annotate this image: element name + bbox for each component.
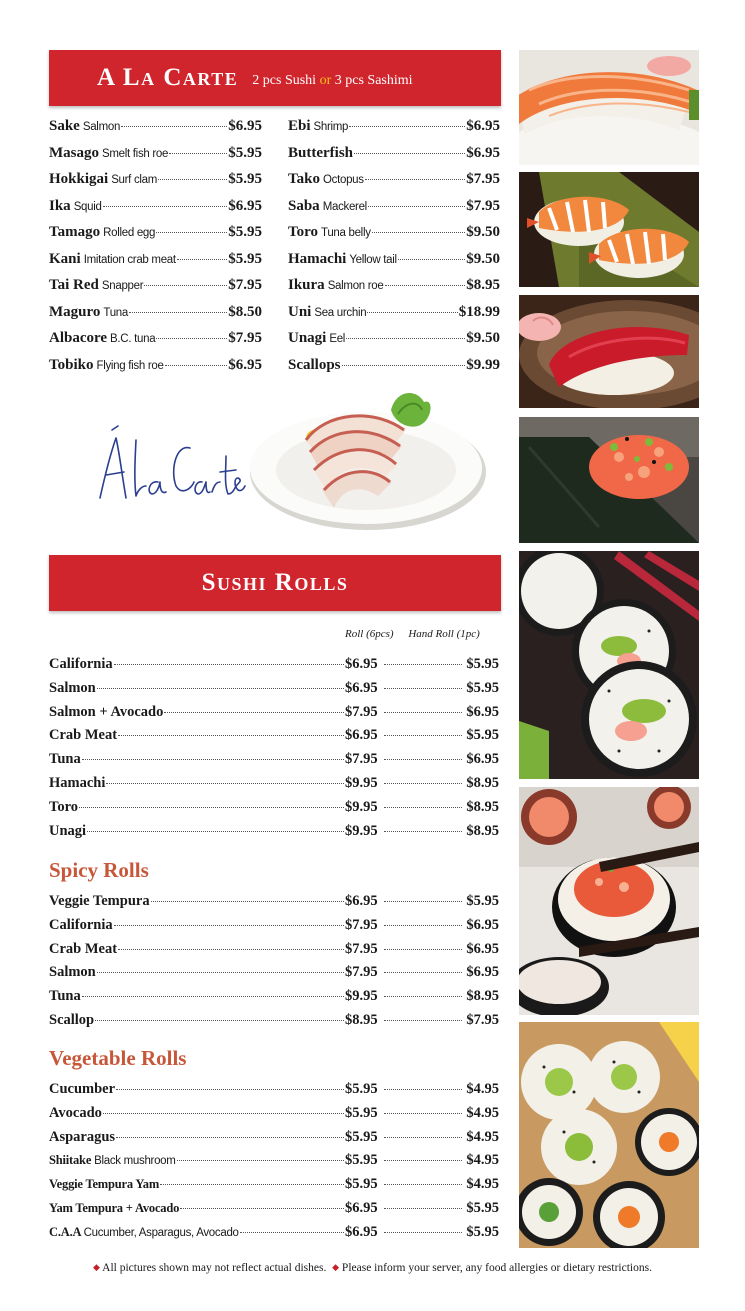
dotted-leader: [384, 664, 462, 665]
item-name: Maguro: [49, 303, 101, 320]
item-price: $8.50: [228, 303, 262, 320]
menu-item-row: [288, 224, 500, 251]
item-name: Uni: [288, 303, 312, 320]
item-price: $6.95: [228, 356, 262, 373]
subtitle-sushi: 2 pcs Sushi: [252, 73, 317, 88]
dotted-leader: [116, 1137, 344, 1138]
dotted-leader: [97, 972, 344, 973]
item-description: Snapper: [101, 280, 144, 292]
dotted-leader: [384, 807, 462, 808]
menu-item-row: [288, 145, 500, 172]
roll-price: $9.95: [345, 822, 378, 839]
menu-item-row: [288, 118, 500, 145]
item-description: Salmon roe: [327, 280, 384, 292]
dotted-leader: [82, 996, 344, 997]
dotted-leader: [114, 664, 344, 665]
hand-roll-price: $8.95: [466, 988, 499, 1005]
roll-price: $5.95: [345, 1152, 378, 1169]
roll-price: $6.95: [345, 1199, 378, 1216]
item-description: Surf clam: [111, 174, 158, 186]
item-name: Tai Red: [49, 277, 99, 293]
dotted-leader: [384, 1137, 462, 1138]
dotted-leader: [240, 1232, 344, 1233]
item-description: Smelt fish roe: [102, 147, 169, 160]
dotted-leader: [372, 232, 466, 233]
dotted-leader: [180, 1208, 344, 1209]
roll-price: $8.95: [345, 1011, 378, 1028]
roll-name-text: Salmon + Avocado: [49, 703, 164, 720]
item-price: $18.99: [458, 303, 500, 320]
roll-item-row: [49, 1129, 499, 1153]
maguro-tuna-nigiri-photo: [519, 295, 699, 408]
roll-item-row: [49, 1152, 499, 1176]
roll-name: [49, 680, 96, 697]
a-la-carte-left-column: [49, 118, 262, 383]
roll-price: $5.95: [345, 1081, 378, 1097]
roll-price: $7.95: [345, 964, 378, 981]
roll-item-row: [49, 1105, 499, 1129]
salmon-nigiri-photo: [519, 50, 699, 165]
dotted-leader: [106, 783, 344, 784]
item-description: Sea urchin: [314, 306, 367, 319]
item-name: Saba: [288, 197, 320, 214]
dotted-leader: [398, 259, 465, 260]
sushi-rolls-banner: [49, 555, 501, 611]
roll-item-row: [49, 941, 499, 965]
hand-roll-price: $5.95: [466, 679, 499, 696]
item-description: Tuna: [103, 306, 128, 319]
roll-price: $5.95: [345, 1104, 378, 1121]
sushi-rolls-title: Sushi Rolls: [201, 569, 349, 596]
a-la-carte-script-logo: [86, 420, 246, 510]
dotted-leader: [384, 1184, 462, 1185]
hand-roll-price: $6.95: [466, 916, 499, 933]
dotted-leader: [121, 126, 227, 127]
roll-item-row: [49, 704, 499, 728]
roll-name: [49, 775, 105, 792]
roll-item-row: [49, 1176, 499, 1200]
roll-name-text: Asparagus: [49, 1128, 116, 1145]
footer-note-allergies: Please inform your server, any food allergies or dietary restrictions.: [341, 1262, 652, 1274]
roll-name-text: Salmon: [49, 964, 96, 981]
dotted-leader: [384, 925, 462, 926]
sashimi-plate-image: [246, 380, 491, 540]
hand-roll-price: $7.95: [466, 1011, 499, 1028]
dotted-leader: [384, 1089, 462, 1090]
item-name: Butterfish: [288, 144, 353, 161]
roll-name: [49, 1177, 159, 1192]
vegetable-rolls-heading: Vegetable Rolls: [49, 1046, 187, 1070]
menu-item-row: [49, 171, 262, 198]
hand-roll-price: $6.95: [466, 964, 499, 981]
a-la-carte-title: A La Carte: [97, 64, 239, 91]
ebi-shrimp-nigiri-photo: [519, 172, 699, 287]
vegetable-rolls-list: [49, 1081, 499, 1248]
item-description: Salmon: [82, 121, 121, 133]
item-name: Toro: [288, 224, 319, 240]
item-price: $7.95: [466, 171, 500, 187]
dotted-leader: [164, 712, 344, 713]
roll-price: $6.95: [345, 893, 378, 909]
menu-item-row: [288, 251, 500, 278]
spicy-rolls-heading: Spicy Rolls: [49, 858, 149, 882]
item-price: $9.50: [466, 224, 500, 240]
roll-name-text: Cucumber: [49, 1081, 116, 1097]
roll-description: Cucumber, Asparagus, Avocado: [83, 1226, 239, 1239]
a-la-carte-right-column: [288, 118, 500, 383]
roll-price: $7.95: [345, 751, 378, 768]
roll-name: [49, 656, 113, 673]
dotted-leader: [384, 972, 462, 973]
item-description: B.C. tuna: [110, 333, 156, 345]
roll-item-row: [49, 727, 499, 751]
vegetable-rolls-photo: [519, 1022, 699, 1248]
roll-column-headers: [345, 628, 505, 640]
item-price: $7.95: [228, 330, 262, 346]
dotted-leader: [384, 831, 462, 832]
roll-price: $6.95: [345, 656, 378, 672]
item-price: $5.95: [228, 224, 262, 240]
roll-name: [49, 823, 86, 840]
item-description: Imitation crab meat: [83, 253, 176, 266]
roll-name: [49, 893, 150, 910]
hand-roll-price: $4.95: [466, 1152, 499, 1169]
hand-roll-price: $5.95: [466, 727, 499, 744]
item-name: Scallops: [288, 356, 341, 373]
roll-price: $9.95: [345, 798, 378, 815]
item-description: Flying fish roe: [96, 359, 164, 372]
hand-roll-column-header: Hand Roll (1pc): [408, 628, 480, 640]
roll-name-text: C.A.A: [49, 1224, 81, 1239]
menu-item-row: [288, 277, 500, 304]
hand-roll-price: $6.95: [466, 751, 499, 768]
item-description: Rolled egg: [103, 227, 156, 239]
item-name: Tamago: [49, 224, 101, 240]
dotted-leader: [384, 1208, 462, 1209]
item-name: Hokkigai: [49, 171, 109, 187]
dotted-leader: [384, 901, 462, 902]
roll-item-row: [49, 917, 499, 941]
roll-name-text: Scallop: [49, 1011, 95, 1028]
dotted-leader: [384, 712, 462, 713]
roll-item-row: [49, 751, 499, 775]
roll-name: [49, 1012, 94, 1029]
dotted-leader: [349, 126, 465, 127]
roll-name-text: Crab Meat: [49, 940, 118, 957]
dotted-leader: [177, 1160, 344, 1161]
dotted-leader: [160, 1184, 344, 1185]
item-price: $9.50: [466, 250, 500, 267]
roll-item-row: [49, 799, 499, 823]
item-name: Albacore: [49, 330, 108, 346]
dotted-leader: [97, 688, 344, 689]
roll-name-text: Avocado: [49, 1104, 102, 1121]
dotted-leader: [367, 312, 457, 313]
dotted-leader: [95, 1020, 344, 1021]
dotted-leader: [384, 1020, 462, 1021]
roll-price: $7.95: [345, 940, 378, 957]
menu-item-row: [49, 304, 262, 331]
dotted-leader: [82, 759, 344, 760]
roll-name: [49, 917, 113, 934]
hand-roll-price: $4.95: [466, 1128, 499, 1145]
a-la-carte-subtitle: [252, 73, 412, 89]
spicy-salmon-hand-roll-photo: [519, 417, 699, 543]
dotted-leader: [79, 807, 344, 808]
item-description: Tuna belly: [321, 227, 371, 239]
menu-item-row: [49, 224, 262, 251]
roll-price: $5.95: [345, 1128, 378, 1145]
item-description: Mackerel: [322, 200, 367, 213]
dotted-leader: [384, 688, 462, 689]
dotted-leader: [384, 1113, 462, 1114]
footer-note-pictures: All pictures shown may not reflect actual dishes.: [102, 1262, 327, 1274]
subtitle-or: or: [319, 73, 332, 88]
menu-item-row: [288, 304, 500, 331]
dotted-leader: [384, 1160, 462, 1161]
hand-roll-price: $4.95: [466, 1104, 499, 1121]
roll-name: [49, 964, 96, 981]
hand-roll-price: $5.95: [466, 656, 499, 672]
roll-name: [49, 727, 117, 744]
roll-name-text: California: [49, 656, 113, 672]
item-price: $5.95: [228, 250, 262, 267]
item-name: Tako: [288, 171, 320, 187]
a-la-carte-banner: [49, 50, 501, 106]
menu-item-row: [288, 198, 500, 225]
subtitle-sashimi: 3 pcs Sashimi: [334, 73, 413, 88]
roll-item-row: [49, 1081, 499, 1105]
roll-item-row: [49, 1224, 499, 1248]
dotted-leader: [384, 949, 462, 950]
item-name: Ikura: [288, 277, 325, 293]
menu-item-row: [49, 277, 262, 304]
item-price: $6.95: [466, 118, 500, 134]
item-name: Masago: [49, 144, 99, 161]
dotted-leader: [368, 206, 465, 207]
roll-description: Black mushroom: [94, 1155, 176, 1168]
hand-roll-price: $5.95: [466, 1223, 499, 1240]
menu-item-row: [49, 330, 262, 357]
dotted-leader: [118, 735, 344, 736]
roll-item-row: [49, 775, 499, 799]
item-name: Ebi: [288, 118, 311, 134]
dotted-leader: [165, 365, 228, 366]
menu-item-row: [288, 330, 500, 357]
hand-roll-price: $8.95: [466, 774, 499, 791]
item-description: Squid: [73, 200, 102, 213]
item-price: $7.95: [228, 277, 262, 293]
roll-name: [49, 1225, 239, 1240]
dotted-leader: [169, 153, 227, 154]
dotted-leader: [342, 365, 466, 366]
roll-name: [49, 704, 163, 721]
roll-price: $6.95: [345, 727, 378, 744]
menu-item-row: [288, 171, 500, 198]
item-description: Shrimp: [313, 121, 349, 133]
hand-roll-price: $6.95: [466, 703, 499, 720]
hand-roll-price: $6.95: [466, 940, 499, 957]
item-description: Eel: [329, 333, 346, 345]
roll-name: [49, 751, 81, 768]
item-name: Sake: [49, 118, 80, 134]
diamond-bullet-icon: ◆: [332, 1262, 340, 1272]
dotted-leader: [384, 996, 462, 997]
dotted-leader: [346, 338, 465, 339]
menu-item-row: [49, 145, 262, 172]
roll-price: $9.95: [345, 988, 378, 1005]
dotted-leader: [116, 1089, 344, 1090]
item-price: $6.95: [228, 118, 262, 134]
roll-price: $5.95: [345, 1176, 378, 1193]
roll-price: $7.95: [345, 916, 378, 933]
roll-name-text: Unagi: [49, 822, 87, 839]
roll-item-row: [49, 656, 499, 680]
roll-name-text: Tuna: [49, 751, 81, 768]
roll-name-text: Hamachi: [49, 774, 106, 791]
item-name: Kani: [49, 250, 81, 267]
item-price: $9.50: [466, 330, 500, 346]
dotted-leader: [151, 901, 344, 902]
roll-price: $7.95: [345, 703, 378, 720]
roll-item-row: [49, 1200, 499, 1224]
roll-price: $6.95: [345, 1223, 378, 1240]
dotted-leader: [177, 259, 227, 260]
dotted-leader: [158, 179, 227, 180]
roll-name-text: Toro: [49, 798, 79, 815]
item-price: $7.95: [466, 197, 500, 214]
dotted-leader: [385, 285, 466, 286]
hand-roll-price: $5.95: [466, 1199, 499, 1216]
roll-item-row: [49, 988, 499, 1012]
dotted-leader: [384, 1232, 462, 1233]
roll-name-text: Salmon: [49, 679, 96, 696]
footer-notes: [0, 1262, 745, 1274]
roll-item-row: [49, 823, 499, 847]
menu-item-row: [49, 251, 262, 278]
item-price: $8.95: [466, 277, 500, 293]
roll-name: [49, 1201, 179, 1216]
hand-roll-price: $4.95: [466, 1176, 499, 1193]
roll-item-row: [49, 964, 499, 988]
item-price: $6.95: [466, 144, 500, 161]
dotted-leader: [156, 232, 227, 233]
roll-name: [49, 1153, 176, 1168]
roll-name: [49, 1081, 115, 1098]
roll-name-text: Crab Meat: [49, 727, 118, 744]
roll-price: $6.95: [345, 679, 378, 696]
item-price: $9.99: [466, 356, 500, 373]
dotted-leader: [103, 206, 228, 207]
item-price: $5.95: [228, 171, 262, 187]
roll-item-row: [49, 1012, 499, 1036]
hand-roll-price: $4.95: [466, 1081, 499, 1097]
roll-item-row: [49, 680, 499, 704]
roll-name: [49, 941, 117, 958]
menu-item-row: [49, 118, 262, 145]
dotted-leader: [114, 925, 344, 926]
item-name: Ika: [49, 197, 71, 214]
roll-item-row: [49, 893, 499, 917]
item-price: $6.95: [228, 197, 262, 214]
spicy-rolls-list: [49, 893, 499, 1036]
dotted-leader: [365, 179, 466, 180]
roll-name: [49, 1129, 115, 1146]
diamond-bullet-icon: ◆: [93, 1262, 100, 1272]
item-name: Hamachi: [288, 250, 347, 267]
dotted-leader: [129, 312, 227, 313]
roll-name-text: California: [49, 916, 113, 933]
sushi-rolls-list: [49, 656, 499, 846]
california-roll-photo: [519, 551, 699, 779]
hand-roll-price: $5.95: [466, 893, 499, 909]
spicy-roll-chopsticks-photo: [519, 787, 699, 1015]
item-description: Yellow tail: [349, 253, 397, 266]
roll-name: [49, 1105, 102, 1122]
hand-roll-price: $8.95: [466, 822, 499, 839]
menu-item-row: [49, 357, 262, 384]
item-description: Octopus: [322, 174, 364, 186]
roll-price: $9.95: [345, 774, 378, 791]
dotted-leader: [384, 735, 462, 736]
roll-name-text: Tuna: [49, 988, 81, 1005]
dotted-leader: [87, 831, 344, 832]
roll-name-text: Shiitake: [49, 1153, 92, 1168]
hand-roll-price: $8.95: [466, 798, 499, 815]
item-name: Unagi: [288, 330, 327, 346]
item-name: Tobiko: [49, 356, 94, 373]
roll-name: [49, 988, 81, 1005]
dotted-leader: [118, 949, 344, 950]
dotted-leader: [103, 1113, 344, 1114]
item-price: $5.95: [228, 144, 262, 161]
dotted-leader: [156, 338, 227, 339]
roll-name-text: Veggie Tempura: [49, 893, 150, 909]
dotted-leader: [144, 285, 227, 286]
roll-name: [49, 799, 78, 816]
roll-name-text: Yam Tempura + Avocado: [49, 1200, 180, 1215]
roll-name-text: Veggie Tempura Yam: [49, 1177, 160, 1192]
dotted-leader: [384, 759, 462, 760]
roll-column-header: Roll (6pcs): [345, 628, 394, 640]
dotted-leader: [354, 153, 465, 154]
menu-item-row: [49, 198, 262, 225]
dotted-leader: [384, 783, 462, 784]
